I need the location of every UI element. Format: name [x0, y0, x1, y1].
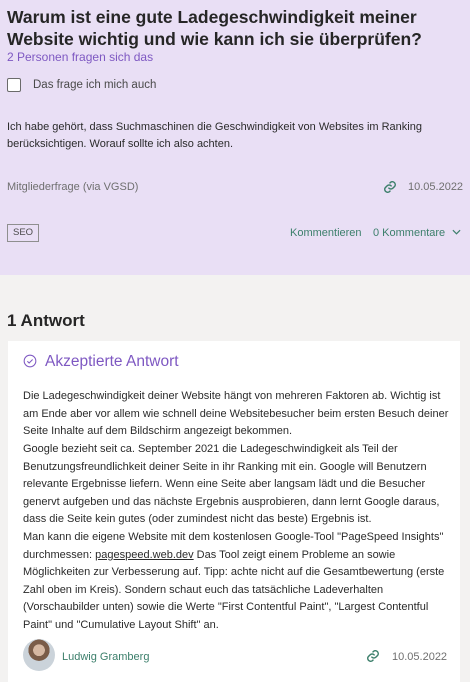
answer-date: 10.05.2022: [392, 651, 448, 663]
answer-paragraph-3-end: Das Tool zeigt einem Probleme an sowie Möglichkeiten zur Verbesserung auf. Tipp: achte nicht auf die Gesamtbewertung (erste Zahl oben im Kreis). Sondern schaut euch das tatsächliche Ladeverhalten (Vorschaubilder unten) sowie die Werte "First Contentful Paint", "Largest Contentful Paint" und "Cumulative Layout Shift" an.: [23, 548, 445, 631]
question-body: Ich habe gehört, dass Suchmaschinen die Geschwindigkeit von Websites im Ranking berücksichtigen. Worauf sollte ich also achten.: [7, 121, 422, 150]
pagespeed-link[interactable]: pagespeed.web.dev: [95, 548, 194, 561]
question-title: Warum ist eine gute Ladegeschwindigkeit meiner Website wichtig und wie kann ich sie überprüfen?: [7, 7, 422, 49]
answer-paragraph-3-start: Man kann die eigene Website mit dem kostenlosen Google-Tool "PageSpeed Insights" durchmessen:: [23, 531, 444, 561]
same-question-checkbox[interactable]: [7, 78, 21, 92]
same-question-checkbox-row[interactable]: [7, 78, 156, 92]
same-question-label: Das frage ich mich auch: [33, 79, 157, 91]
author-name[interactable]: Ludwig Gramberg: [62, 651, 150, 663]
comments-count-toggle[interactable]: 0 Kommentare: [373, 227, 446, 239]
author-avatar[interactable]: [23, 639, 55, 671]
ask-count-link[interactable]: 2 Personen fragen sich das: [7, 50, 154, 64]
tag-seo[interactable]: SEO: [7, 224, 39, 242]
comment-button[interactable]: Kommentieren: [290, 227, 362, 239]
check-circle-icon: [23, 354, 37, 368]
answer-card: [8, 341, 460, 682]
chevron-down-icon[interactable]: [452, 229, 461, 235]
link-icon[interactable]: [366, 649, 380, 663]
link-icon[interactable]: [383, 180, 397, 194]
question-source: Mitgliederfrage (via VGSD): [7, 181, 139, 193]
question-date: 10.05.2022: [408, 181, 464, 193]
answer-paragraph-1: Die Ladegeschwindigkeit deiner Website hängt von mehreren Faktoren ab. Wichtig ist am Ende aber vor allem wie schnell deine Websitebesucher beim ersten Besuch deiner Seite Inhalte auf dem Bildschirm angezeigt bekommen.: [23, 390, 449, 437]
question-panel: [0, 0, 470, 275]
answers-heading: 1 Antwort: [7, 311, 85, 330]
answer-paragraph-2: Google bezieht seit ca. September 2021 die Ladegeschwindigkeit als Teil der Benutzungsfreundlichkeit deiner Seite in ihr Ranking mit ein. Google will Benutzern relevante Ergebnisse liefern. Wenn eine Seite aber langsam lädt und die Besucher genervt aufgeben und das nächste Ergebnis ausprobieren, dann lernt Google daraus, dass die Seite kein gutes (oder zumindest nicht das beste) Ergebnis ist.: [23, 443, 440, 525]
answer-paragraph-3: [23, 529, 451, 634]
accepted-answer-label: Akzeptierte Antwort: [45, 353, 179, 370]
